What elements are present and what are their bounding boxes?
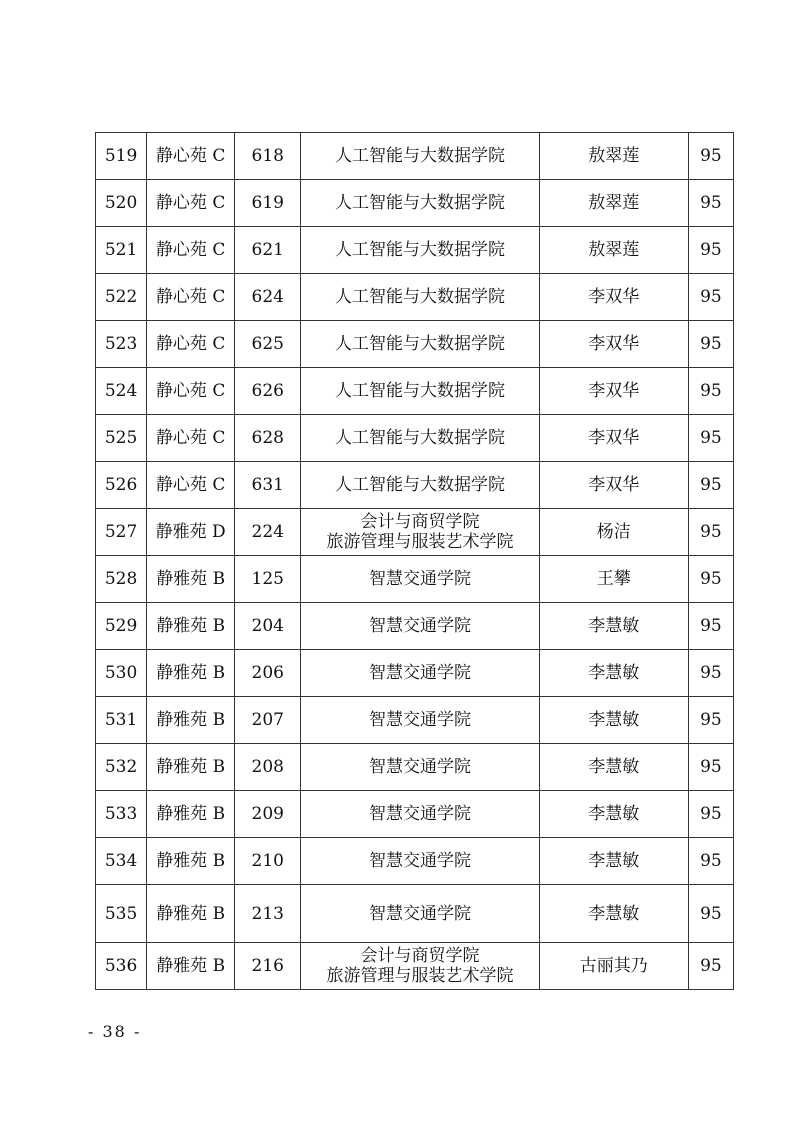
table-row (96, 321, 734, 368)
score: 95 (688, 556, 733, 603)
row-number: 524 (96, 368, 147, 415)
room-number: 206 (235, 650, 301, 697)
room-number: 624 (235, 274, 301, 321)
responsible-person: 李双华 (539, 368, 688, 415)
room-number: 208 (235, 744, 301, 791)
room-number: 207 (235, 697, 301, 744)
table-row (96, 791, 734, 838)
responsible-person: 敖翠莲 (539, 227, 688, 274)
college-name: 智慧交通学院 (301, 650, 539, 697)
room-number: 210 (235, 838, 301, 885)
building-name: 静心苑 C (147, 227, 235, 274)
row-number: 534 (96, 838, 147, 885)
college-name: 人工智能与大数据学院 (301, 274, 539, 321)
college-name: 会计与商贸学院 旅游管理与服装艺术学院 (301, 943, 539, 990)
responsible-person: 李双华 (539, 274, 688, 321)
building-name: 静雅苑 B (147, 650, 235, 697)
building-name: 静心苑 C (147, 321, 235, 368)
responsible-person: 王攀 (539, 556, 688, 603)
building-name: 静雅苑 B (147, 838, 235, 885)
college-name: 智慧交通学院 (301, 885, 539, 943)
table-row (96, 133, 734, 180)
table-row (96, 885, 734, 943)
responsible-person: 杨洁 (539, 509, 688, 556)
building-name: 静心苑 C (147, 274, 235, 321)
table-row (96, 415, 734, 462)
score: 95 (688, 744, 733, 791)
score: 95 (688, 838, 733, 885)
room-number: 628 (235, 415, 301, 462)
score: 95 (688, 462, 733, 509)
row-number: 535 (96, 885, 147, 943)
room-number: 618 (235, 133, 301, 180)
room-number: 625 (235, 321, 301, 368)
score: 95 (688, 697, 733, 744)
responsible-person: 李慧敏 (539, 838, 688, 885)
row-number: 533 (96, 791, 147, 838)
row-number: 522 (96, 274, 147, 321)
responsible-person: 李慧敏 (539, 697, 688, 744)
building-name: 静雅苑 B (147, 791, 235, 838)
score: 95 (688, 321, 733, 368)
table-row (96, 462, 734, 509)
room-number: 125 (235, 556, 301, 603)
building-name: 静雅苑 B (147, 556, 235, 603)
college-name: 智慧交通学院 (301, 603, 539, 650)
college-name: 人工智能与大数据学院 (301, 415, 539, 462)
table-row (96, 227, 734, 274)
responsible-person: 李双华 (539, 462, 688, 509)
responsible-person: 李慧敏 (539, 791, 688, 838)
table-row (96, 368, 734, 415)
building-name: 静心苑 C (147, 368, 235, 415)
room-number: 224 (235, 509, 301, 556)
room-number: 631 (235, 462, 301, 509)
row-number: 532 (96, 744, 147, 791)
score: 95 (688, 180, 733, 227)
row-number: 521 (96, 227, 147, 274)
room-number: 216 (235, 943, 301, 990)
college-name: 智慧交通学院 (301, 838, 539, 885)
building-name: 静雅苑 B (147, 943, 235, 990)
responsible-person: 敖翠莲 (539, 180, 688, 227)
room-number: 213 (235, 885, 301, 943)
responsible-person: 李慧敏 (539, 650, 688, 697)
college-name: 会计与商贸学院 旅游管理与服装艺术学院 (301, 509, 539, 556)
row-number: 531 (96, 697, 147, 744)
room-number: 619 (235, 180, 301, 227)
college-name: 人工智能与大数据学院 (301, 462, 539, 509)
building-name: 静雅苑 D (147, 509, 235, 556)
dormitory-score-table (95, 132, 734, 990)
table-row (96, 838, 734, 885)
row-number: 536 (96, 943, 147, 990)
building-name: 静心苑 C (147, 462, 235, 509)
table-row (96, 650, 734, 697)
row-number: 520 (96, 180, 147, 227)
room-number: 209 (235, 791, 301, 838)
table-row (96, 744, 734, 791)
responsible-person: 李慧敏 (539, 603, 688, 650)
college-name: 智慧交通学院 (301, 697, 539, 744)
building-name: 静心苑 C (147, 180, 235, 227)
row-number: 527 (96, 509, 147, 556)
table-row (96, 603, 734, 650)
score: 95 (688, 368, 733, 415)
college-name: 智慧交通学院 (301, 556, 539, 603)
college-name: 人工智能与大数据学院 (301, 180, 539, 227)
table-row (96, 697, 734, 744)
responsible-person: 古丽其乃 (539, 943, 688, 990)
college-name: 人工智能与大数据学院 (301, 133, 539, 180)
score: 95 (688, 415, 733, 462)
score: 95 (688, 791, 733, 838)
row-number: 526 (96, 462, 147, 509)
table-row (96, 180, 734, 227)
room-number: 621 (235, 227, 301, 274)
score: 95 (688, 133, 733, 180)
score: 95 (688, 509, 733, 556)
score: 95 (688, 650, 733, 697)
score: 95 (688, 227, 733, 274)
table-row (96, 509, 734, 556)
responsible-person: 李双华 (539, 321, 688, 368)
row-number: 529 (96, 603, 147, 650)
responsible-person: 敖翠莲 (539, 133, 688, 180)
page-number: - 38 - (88, 1022, 142, 1041)
responsible-person: 李慧敏 (539, 885, 688, 943)
building-name: 静雅苑 B (147, 603, 235, 650)
building-name: 静雅苑 B (147, 697, 235, 744)
score: 95 (688, 603, 733, 650)
room-number: 626 (235, 368, 301, 415)
room-number: 204 (235, 603, 301, 650)
row-number: 523 (96, 321, 147, 368)
score: 95 (688, 943, 733, 990)
college-name: 人工智能与大数据学院 (301, 368, 539, 415)
college-name: 人工智能与大数据学院 (301, 227, 539, 274)
building-name: 静心苑 C (147, 415, 235, 462)
college-name: 智慧交通学院 (301, 791, 539, 838)
building-name: 静雅苑 B (147, 744, 235, 791)
responsible-person: 李慧敏 (539, 744, 688, 791)
row-number: 530 (96, 650, 147, 697)
building-name: 静心苑 C (147, 133, 235, 180)
building-name: 静雅苑 B (147, 885, 235, 943)
score: 95 (688, 274, 733, 321)
row-number: 519 (96, 133, 147, 180)
table-row (96, 943, 734, 990)
table-row (96, 556, 734, 603)
score: 95 (688, 885, 733, 943)
row-number: 528 (96, 556, 147, 603)
college-name: 智慧交通学院 (301, 744, 539, 791)
college-name: 人工智能与大数据学院 (301, 321, 539, 368)
table-row (96, 274, 734, 321)
row-number: 525 (96, 415, 147, 462)
responsible-person: 李双华 (539, 415, 688, 462)
